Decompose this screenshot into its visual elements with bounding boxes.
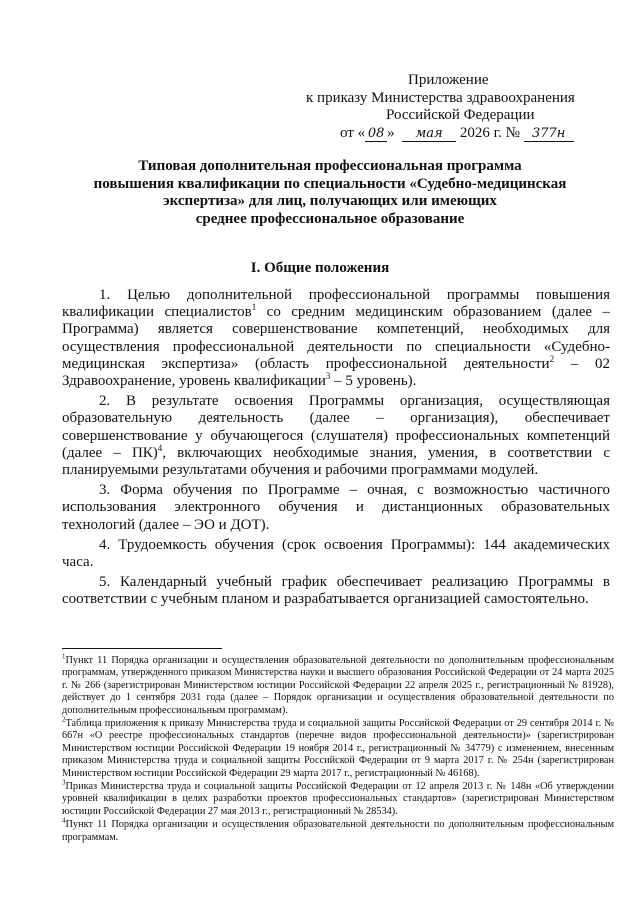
footnote-number: 4	[62, 816, 66, 825]
handwritten-month: мая	[402, 127, 456, 142]
footnote-ref: 2	[549, 353, 555, 364]
paragraph-text: со средним медицинским образованием (далее – Программа) является совершенствование компетенций, необходимых для осуществления профессиональной деятельности по специальности «Судебно-медицинская экспертиза» (область профессиональной деятельности	[62, 304, 610, 372]
title-line: повышения квалификации по специальности «Судебно-медицинская	[93, 175, 567, 192]
appendix-label: Приложение	[408, 72, 489, 88]
title-line: Типовая дополнительная профессиональная программа	[138, 158, 522, 174]
paragraph-text: 1. Целью дополнительной профессиональной программы повышения квалификации специалистов	[62, 287, 610, 321]
footnote-ref: 4	[157, 442, 163, 453]
handwritten-order-number: 377н	[524, 127, 574, 142]
title-line: среднее профессиональное образование	[195, 210, 465, 227]
appendix-date-line	[300, 125, 620, 143]
footnote-separator	[62, 648, 222, 649]
footnote-text: Таблица приложения к приказу Министерства труда и социальной защиты Российской Федерации от 29 сентября 2014 г. № 667н «О реестре профессиональных стандартов (перечне видов профессиональной деятельности)» (зарегистрирован Министерством юстиции Российской Федерации 19 ноября 2014 г., регистрационный № 34779) с изменением, внесенным приказом Министерства труда и социальной защиты Российской Федерации от 9 марта 2017 г. № 254н (зарегистрирован Министерством юстиции Российской Федерации 29 марта 2017 г., регистрационный № 46168).	[62, 718, 614, 779]
handwritten-day: 08	[365, 127, 387, 142]
paragraph-5: 5. Календарный учебный график обеспечивает реализацию Программы в соответствии с учебным планом и разрабатывается организацией самостоятельно.	[62, 574, 610, 608]
footnote-2	[62, 715, 614, 780]
footnote-number: 2	[62, 715, 66, 724]
paragraph-3: 3. Форма обучения по Программе – очная, с возможностью частичного использования электронного обучения и дистанционных образовательных технологий (далее – ЭО и ДОТ).	[62, 482, 610, 533]
footnotes	[62, 652, 614, 845]
paragraph-2	[62, 393, 610, 479]
footnote-text: Пункт 11 Порядка организации и осуществления образовательной деятельности по дополнительным профессиональным программам, утвержденного приказом Министерства науки и высшего образования Российской Федерации от 24 марта 2025 г. № 266 (зарегистрирован Министерством юстиции Российской Федерации 22 апреля 2025 г., регистрационный № 81928), действует до 1 сентября 2031 года (далее – Порядок организации и осуществления образовательной деятельности по дополнительным профессиональным программам).	[62, 655, 614, 716]
document-body	[62, 287, 610, 612]
paragraph-4: 4. Трудоемкость обучения (срок освоения Программы): 144 академических часа.	[62, 536, 610, 571]
footnote-number: 3	[62, 778, 66, 787]
footnote-3	[62, 778, 614, 818]
date-quote: »	[387, 124, 395, 141]
appendix-country-line: Российской Федерации	[386, 107, 535, 123]
document-title	[60, 158, 600, 228]
section-heading: I. Общие положения	[250, 260, 390, 276]
appendix-order-line: к приказу Министерства здравоохранения	[306, 89, 575, 106]
paragraph-text: – 5 уровень).	[330, 373, 417, 390]
footnote-text: Пункт 11 Порядка организации и осуществления образовательной деятельности по дополнительным профессиональным программам.	[62, 819, 614, 843]
footnote-ref: 1	[251, 302, 257, 313]
date-prefix: от «	[340, 124, 366, 141]
appendix-header	[300, 72, 620, 142]
footnote-1	[62, 652, 614, 717]
footnote-text: Приказ Министерства труда и социальной защиты Российской Федерации от 12 апреля 2013 г. № 148н «Об утверждении уровней квалификации в целях разработки проектов профессиональных стандартов» (зарегистрирован Министерством юстиции Российской Федерации 27 мая 2013 г., регистрационный № 28534).	[62, 781, 614, 817]
paragraph-1	[62, 287, 610, 390]
footnote-number: 1	[62, 652, 66, 661]
paragraph-text: , включающих необходимые знания, умения, в соответствии с планируемыми результатами обучения и рабочими программами модулей.	[62, 444, 610, 479]
footnote-4	[62, 816, 614, 844]
title-line: экспертиза» для лиц, получающих или имеющих	[163, 193, 497, 209]
footnote-ref: 3	[325, 371, 331, 382]
paragraph-text: 2. В результате освоения Программы организация, осуществляющая образовательную деятельность (далее – организация), обеспечивает совершенствование у обучающегося (слушателя) профессиональных компетенций (далее – ПК)	[62, 393, 610, 461]
year-and-number-label: 2026 г. №	[459, 124, 520, 141]
paragraph-text: – 02 Здравоохранение, уровень квалификации	[62, 355, 610, 390]
